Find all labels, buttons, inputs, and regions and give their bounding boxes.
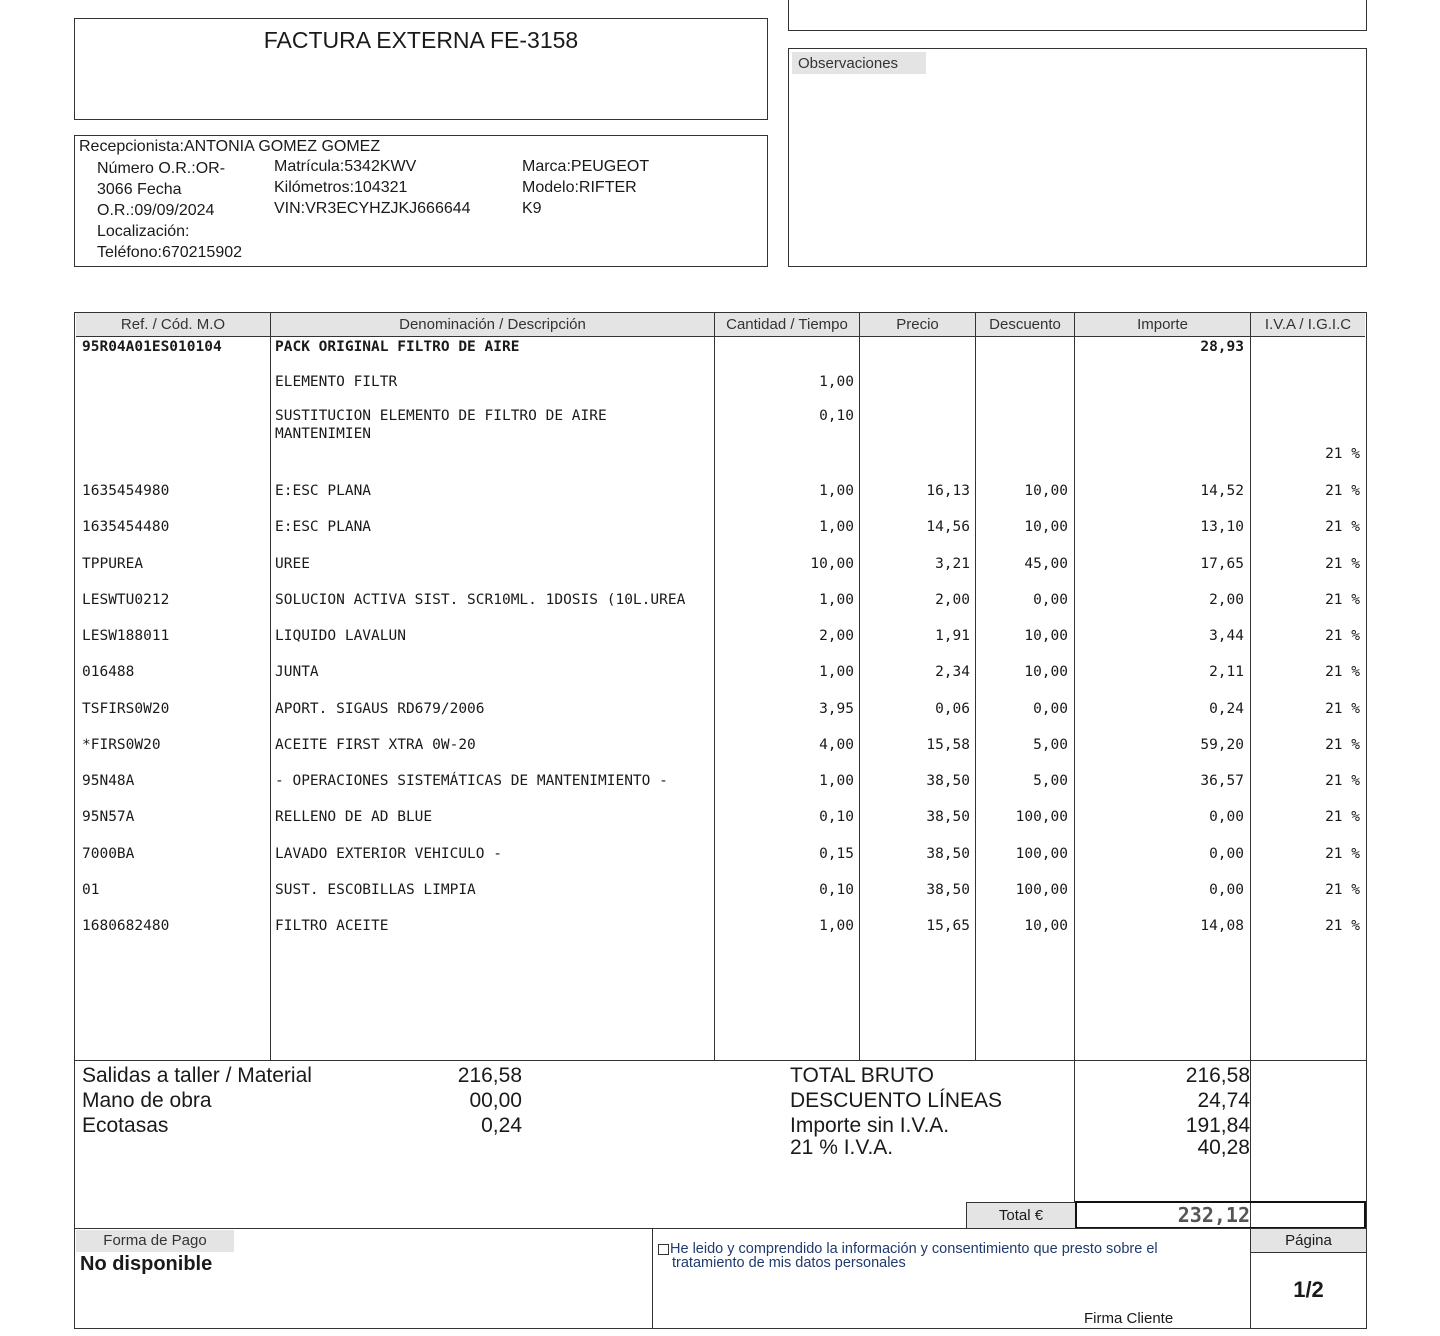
row-discount: 10,00	[1024, 628, 1068, 644]
row-quantity: 3,95	[819, 701, 854, 717]
row-ref: 95N57A	[82, 809, 135, 825]
row-price: 2,00	[935, 592, 970, 608]
invoice-title: FACTURA EXTERNA FE-3158	[263, 27, 579, 53]
row-vat: 21 %	[1325, 519, 1360, 535]
phone-line: Teléfono:670215902	[97, 244, 243, 261]
row-description: SOLUCION ACTIVA SIST. SCR10ML. 1DOSIS (10L.UREA	[275, 592, 686, 608]
location-line: Localización:	[97, 223, 190, 240]
row-discount: 45,00	[1024, 556, 1068, 572]
row-ref: 7000BA	[82, 846, 135, 862]
pack-ref: 95R04A01ES010104	[82, 339, 222, 355]
row-quantity: 0,15	[819, 846, 854, 862]
row-vat: 21 %	[1325, 773, 1360, 789]
row-discount: 100,00	[1015, 809, 1068, 825]
summary-top-line	[74, 1060, 1367, 1061]
total-label: Total €	[998, 1207, 1044, 1224]
pack-amount: 28,93	[1200, 339, 1244, 355]
row-ref: TPPUREA	[82, 556, 144, 572]
order-date-line: 3066 Fecha	[97, 181, 182, 198]
pack-item-2-description-cont: MANTENIMIEN	[275, 426, 372, 442]
summary-left-value: 216,58	[457, 1064, 522, 1087]
row-price: 15,65	[926, 918, 970, 934]
row-price: 14,56	[926, 519, 970, 535]
row-vat: 21 %	[1325, 737, 1360, 753]
order-date-value: O.R.:09/09/2024	[97, 202, 215, 219]
pack-item-2-description: SUSTITUCION ELEMENTO DE FILTRO DE AIRE	[275, 408, 607, 424]
pack-vat: 21 %	[1325, 446, 1360, 462]
row-vat: 21 %	[1325, 846, 1360, 862]
row-discount: 10,00	[1024, 918, 1068, 934]
summary-right-value: 40,28	[1197, 1136, 1250, 1159]
row-price: 38,50	[926, 882, 970, 898]
summary-left-label: Salidas a taller / Material	[82, 1064, 312, 1087]
summary-right-value: 216,58	[1185, 1064, 1250, 1087]
col-divider-4	[975, 312, 976, 1061]
row-amount: 14,08	[1200, 918, 1244, 934]
model-line: Modelo:RIFTER	[522, 179, 637, 196]
consent-text-cont: tratamiento de mis datos personales	[672, 1255, 906, 1271]
pack-item-1-description: ELEMENTO FILTR	[275, 374, 398, 390]
row-price: 1,91	[935, 628, 970, 644]
row-description: APORT. SIGAUS RD679/2006	[275, 701, 485, 717]
row-vat: 21 %	[1325, 483, 1360, 499]
row-quantity: 0,10	[819, 809, 854, 825]
row-price: 15,58	[926, 737, 970, 753]
top-right-box	[788, 0, 1367, 31]
summary-right-label: TOTAL BRUTO	[790, 1064, 934, 1087]
row-vat: 21 %	[1325, 592, 1360, 608]
page-value: 1/2	[1293, 1277, 1324, 1302]
summary-right-label: 21 % I.V.A.	[790, 1136, 894, 1159]
row-amount: 0,00	[1209, 809, 1244, 825]
header-discount: Descuento	[976, 313, 1074, 337]
model-suffix-line: K9	[522, 200, 542, 217]
row-amount: 2,00	[1209, 592, 1244, 608]
row-amount: 13,10	[1200, 519, 1244, 535]
consent-checkbox[interactable]	[658, 1244, 669, 1255]
row-ref: *FIRS0W20	[82, 737, 161, 753]
header-description: Denominación / Descripción	[271, 313, 714, 337]
payment-value: No disponible	[80, 1253, 213, 1275]
total-label-box	[966, 1202, 1076, 1229]
row-discount: 5,00	[1033, 737, 1068, 753]
summary-left-value: 0,24	[481, 1114, 522, 1137]
row-quantity: 4,00	[819, 737, 854, 753]
row-discount: 0,00	[1033, 592, 1068, 608]
order-info-box	[74, 135, 768, 267]
row-description: E:ESC PLANA	[275, 519, 372, 535]
row-quantity: 1,00	[819, 918, 854, 934]
row-amount: 3,44	[1209, 628, 1244, 644]
row-ref: 01	[82, 882, 100, 898]
row-ref: TSFIRS0W20	[82, 701, 170, 717]
row-ref: 1680682480	[82, 918, 170, 934]
row-ref: 95N48A	[82, 773, 135, 789]
row-ref: 1635454480	[82, 519, 170, 535]
col-divider-2	[714, 312, 715, 1061]
row-quantity: 0,10	[819, 882, 854, 898]
row-ref: 1635454980	[82, 483, 170, 499]
row-description: SUST. ESCOBILLAS LIMPIA	[275, 882, 476, 898]
summary-left-label: Ecotasas	[82, 1114, 169, 1137]
row-description: LAVADO EXTERIOR VEHICULO -	[275, 846, 502, 862]
row-amount: 17,65	[1200, 556, 1244, 572]
row-price: 38,50	[926, 809, 970, 825]
row-amount: 0,00	[1209, 882, 1244, 898]
row-description: LIQUIDO LAVALUN	[275, 628, 406, 644]
col-divider-6	[1250, 312, 1251, 1329]
total-value: 232,12	[1177, 1203, 1250, 1227]
page-label-box	[1251, 1229, 1366, 1253]
col-divider-1	[270, 312, 271, 1061]
col-divider-5	[1074, 312, 1075, 1229]
col-divider-3	[859, 312, 860, 1061]
items-table	[74, 312, 1367, 1329]
row-quantity: 1,00	[819, 773, 854, 789]
invoice-title-box	[74, 18, 768, 120]
row-discount: 100,00	[1015, 882, 1068, 898]
header-vat: I.V.A / I.G.I.C	[1251, 313, 1365, 337]
footer-top-line	[74, 1228, 1367, 1229]
row-description: JUNTA	[275, 664, 319, 680]
km-line: Kilómetros:104321	[274, 179, 408, 196]
row-price: 38,50	[926, 846, 970, 862]
row-vat: 21 %	[1325, 882, 1360, 898]
row-ref: LESW188011	[82, 628, 170, 644]
row-amount: 36,57	[1200, 773, 1244, 789]
row-price: 38,50	[926, 773, 970, 789]
row-quantity: 1,00	[819, 483, 854, 499]
row-amount: 59,20	[1200, 737, 1244, 753]
summary-right-value: 191,84	[1185, 1114, 1250, 1137]
row-price: 3,21	[935, 556, 970, 572]
payment-label: Forma de Pago	[76, 1230, 234, 1252]
pack-item-1-quantity: 1,00	[819, 374, 854, 390]
row-ref: LESWTU0212	[82, 592, 170, 608]
summary-right-label: DESCUENTO LÍNEAS	[790, 1089, 1002, 1112]
row-vat: 21 %	[1325, 628, 1360, 644]
observations-box	[788, 48, 1367, 267]
signature-label: Firma Cliente	[1084, 1310, 1174, 1327]
order-number-line: Número O.R.:OR-	[97, 160, 226, 177]
row-description: ACEITE FIRST XTRA 0W-20	[275, 737, 476, 753]
summary-left-value: 00,00	[469, 1089, 522, 1112]
row-vat: 21 %	[1325, 556, 1360, 572]
pack-description: PACK ORIGINAL FILTRO DE AIRE	[275, 339, 520, 355]
row-quantity: 1,00	[819, 592, 854, 608]
vin-line: VIN:VR3ECYHZJKJ666644	[274, 200, 471, 217]
footer-divider-1	[652, 1228, 653, 1329]
header-quantity: Cantidad / Tiempo	[715, 313, 859, 337]
row-amount: 0,24	[1209, 701, 1244, 717]
plate-line: Matrícula:5342KWV	[274, 158, 417, 175]
summary-left-label: Mano de obra	[82, 1089, 212, 1112]
pack-item-2-quantity: 0,10	[819, 408, 854, 424]
row-discount: 10,00	[1024, 483, 1068, 499]
row-discount: 5,00	[1033, 773, 1068, 789]
row-description: E:ESC PLANA	[275, 483, 372, 499]
row-discount: 10,00	[1024, 519, 1068, 535]
observations-label: Observaciones	[792, 52, 926, 74]
row-vat: 21 %	[1325, 809, 1360, 825]
row-vat: 21 %	[1325, 664, 1360, 680]
row-quantity: 2,00	[819, 628, 854, 644]
summary-right-value: 24,74	[1197, 1089, 1250, 1112]
row-quantity: 1,00	[819, 519, 854, 535]
row-discount: 0,00	[1033, 701, 1068, 717]
row-amount: 0,00	[1209, 846, 1244, 862]
row-quantity: 10,00	[810, 556, 854, 572]
row-description: RELLENO DE AD BLUE	[275, 809, 433, 825]
brand-line: Marca:PEUGEOT	[522, 158, 650, 175]
row-amount: 2,11	[1209, 664, 1244, 680]
row-discount: 10,00	[1024, 664, 1068, 680]
summary-right-label: Importe sin I.V.A.	[790, 1114, 950, 1137]
row-description: UREE	[275, 556, 310, 572]
row-price: 16,13	[926, 483, 970, 499]
row-vat: 21 %	[1325, 701, 1360, 717]
row-price: 0,06	[935, 701, 970, 717]
header-amount: Importe	[1075, 313, 1250, 337]
row-price: 2,34	[935, 664, 970, 680]
page-label: Página	[1285, 1232, 1332, 1249]
row-description: - OPERACIONES SISTEMÁTICAS DE MANTENIMIENTO -	[275, 773, 668, 789]
row-quantity: 1,00	[819, 664, 854, 680]
row-amount: 14,52	[1200, 483, 1244, 499]
header-price: Precio	[860, 313, 975, 337]
consent-text: He leido y comprendido la información y consentimiento que presto sobre el	[670, 1241, 1158, 1257]
row-ref: 016488	[82, 664, 135, 680]
row-discount: 100,00	[1015, 846, 1068, 862]
header-ref: Ref. / Cód. M.O	[76, 313, 270, 337]
row-description: FILTRO ACEITE	[275, 918, 389, 934]
row-vat: 21 %	[1325, 918, 1360, 934]
receptionist: Recepcionista:ANTONIA GOMEZ GOMEZ	[79, 138, 381, 155]
